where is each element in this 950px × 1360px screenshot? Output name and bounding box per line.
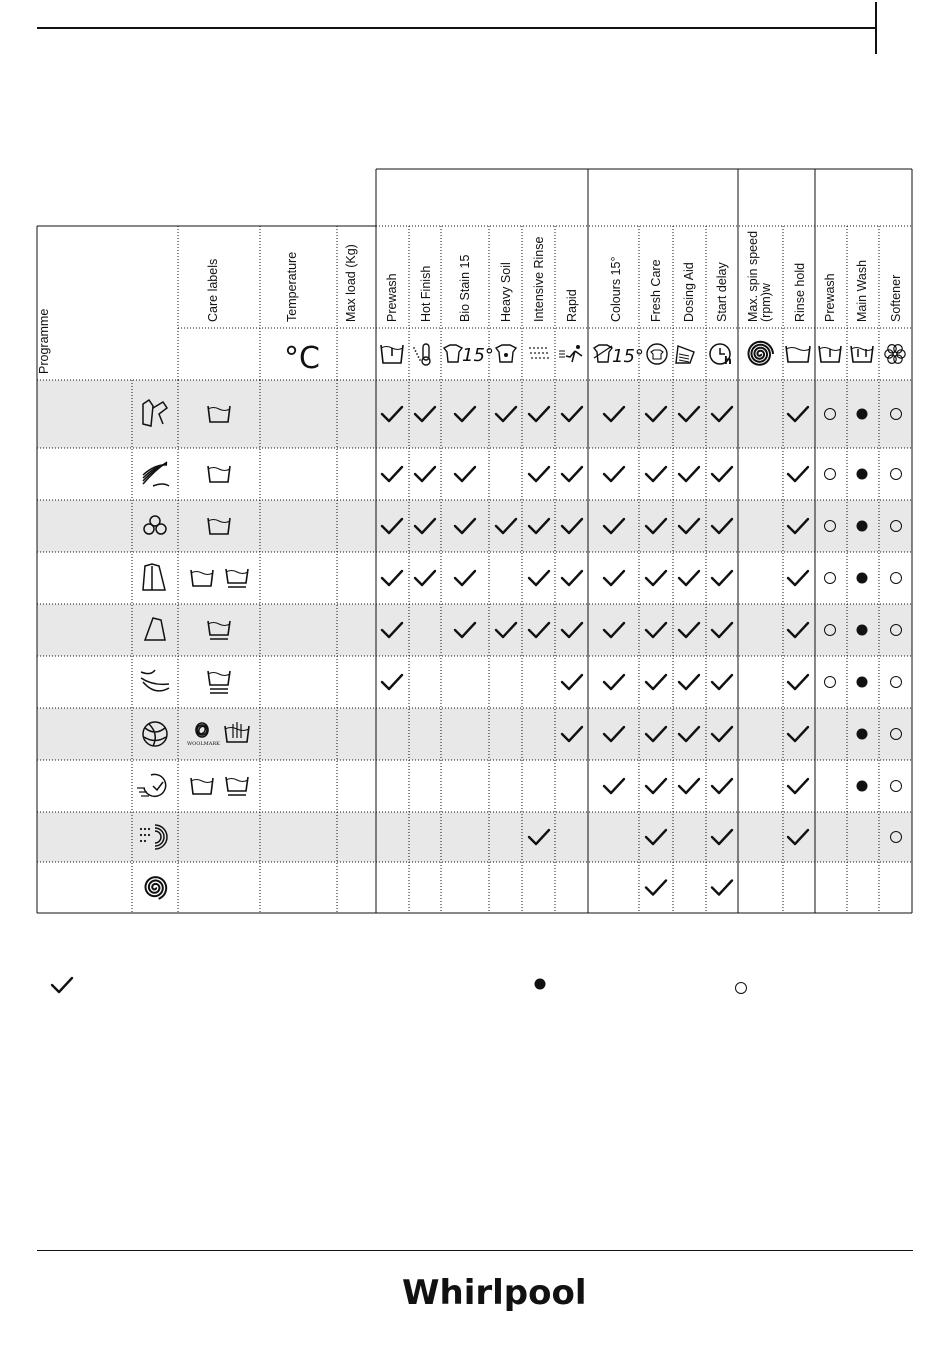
spin-header-icon (749, 342, 774, 365)
wash-tub-bar-icon (226, 569, 248, 587)
svg-text:15°: 15° (462, 345, 494, 366)
optional-circle (825, 677, 836, 688)
required-dot (857, 469, 868, 480)
intensive-rinse-header: Intensive Rinse (532, 236, 546, 322)
required-dot (857, 677, 868, 688)
dosing-aid-icon (676, 346, 694, 363)
optional-circle (891, 781, 902, 792)
row-stripe (37, 604, 912, 656)
check-mark (382, 675, 402, 689)
prewash-option-header: Prewash (385, 273, 399, 322)
prewash-detergent-header: Prewash (823, 273, 837, 322)
check-mark (529, 571, 549, 585)
check-mark (679, 779, 699, 793)
required-dot (857, 409, 868, 420)
empty-circle-icon (736, 983, 747, 994)
whirlpool-logo (400, 1262, 587, 1322)
softener-header: Softener (889, 274, 903, 322)
check-icon (52, 978, 72, 992)
check-mark (712, 881, 732, 895)
check-mark (679, 675, 699, 689)
check-mark (604, 571, 624, 585)
bottom-rule (37, 1250, 913, 1251)
max-spin-header: Max. spin speed (rpm)w (746, 230, 773, 322)
check-mark (415, 467, 435, 481)
main-wash-compartment-icon (851, 346, 873, 362)
thermometer-icon (413, 344, 430, 365)
required-dot (857, 781, 868, 792)
optional-circle (891, 469, 902, 480)
check-mark (679, 571, 699, 585)
check-mark (562, 467, 582, 481)
check-mark (382, 571, 402, 585)
check-mark (415, 571, 435, 585)
wash-tub-icon (191, 570, 213, 586)
check-mark (788, 675, 808, 689)
check-mark (455, 571, 475, 585)
row-stripe (37, 812, 912, 862)
fresh-care-header: Fresh Care (649, 259, 663, 322)
check-mark (604, 467, 624, 481)
check-mark (455, 467, 475, 481)
quick-icon (137, 774, 166, 796)
row-stripe (37, 500, 912, 552)
check-mark (788, 779, 808, 793)
care-labels-header: Care labels (206, 258, 220, 322)
check-mark (382, 467, 402, 481)
rapid-header: Rapid (565, 289, 579, 322)
woolmark-label: WOOLMARK (187, 741, 220, 747)
check-mark (562, 675, 582, 689)
celsius-icon: °C (284, 341, 320, 376)
check-mark (788, 467, 808, 481)
optional-circle (891, 677, 902, 688)
max-load-header: Max load (Kg) (344, 244, 358, 322)
check-mark (712, 675, 732, 689)
header-symbols (284, 341, 905, 376)
filled-dot-icon (535, 979, 546, 990)
prewash-tub-icon (381, 345, 403, 363)
prewash-compartment-icon (819, 346, 841, 362)
main-wash-header: Main Wash (855, 259, 869, 322)
bio-stain-header: Bio Stain 15 (458, 254, 472, 322)
colours-icon (594, 345, 644, 367)
check-mark (646, 675, 666, 689)
dosing-aid-header: Dosing Aid (682, 262, 696, 322)
check-mark (562, 571, 582, 585)
rinse-hold-tub-icon (786, 346, 810, 362)
wash-tub-bar-icon (226, 777, 248, 795)
wash-tub-icon (208, 466, 230, 482)
fresh-care-icon (647, 344, 667, 364)
required-dot (857, 729, 868, 740)
optional-circle (825, 573, 836, 584)
wash-tub-double-bar-icon (208, 671, 230, 693)
synthetics-icon (143, 462, 169, 486)
check-mark (679, 467, 699, 481)
svg-text:h: h (724, 354, 732, 367)
check-mark (712, 779, 732, 793)
start-delay-header: Start delay (715, 262, 729, 322)
legend (52, 978, 747, 994)
start-delay-icon (710, 344, 732, 367)
check-mark (712, 467, 732, 481)
row-stripe (37, 708, 912, 760)
rapid-icon (559, 345, 582, 362)
svg-text:15°: 15° (612, 346, 644, 367)
check-mark (646, 571, 666, 585)
required-dot (857, 521, 868, 532)
check-mark (646, 467, 666, 481)
silk-icon (141, 670, 169, 691)
svg-text:Whirlpool: Whirlpool (402, 1273, 587, 1313)
check-mark (604, 675, 624, 689)
check-mark (646, 779, 666, 793)
check-mark (604, 779, 624, 793)
programme-header: Programme (37, 308, 51, 374)
temperature-header: Temperature (285, 251, 299, 322)
bio-stain-icon (444, 345, 494, 366)
check-mark (788, 571, 808, 585)
check-mark (712, 571, 732, 585)
required-dot (857, 573, 868, 584)
shirts-icon (143, 564, 165, 590)
wash-tub-icon (191, 778, 213, 794)
softener-flower-icon (885, 345, 905, 364)
heavy-soil-icon (496, 345, 516, 362)
required-dot (857, 625, 868, 636)
intensive-rinse-icon (529, 347, 549, 359)
spin-icon (146, 877, 167, 899)
optional-circle (825, 469, 836, 480)
spin-spiral-icon (146, 877, 167, 899)
row-stripes (37, 380, 912, 862)
rinse-hold-header: Rinse hold (793, 262, 807, 322)
check-mark (646, 881, 666, 895)
heavy-soil-header: Heavy Soil (499, 262, 513, 322)
hot-finish-header: Hot Finish (419, 265, 433, 322)
row-stripe (37, 380, 912, 448)
check-mark (529, 467, 549, 481)
colours-header: Colours 15° (609, 256, 623, 322)
optional-circle (891, 573, 902, 584)
